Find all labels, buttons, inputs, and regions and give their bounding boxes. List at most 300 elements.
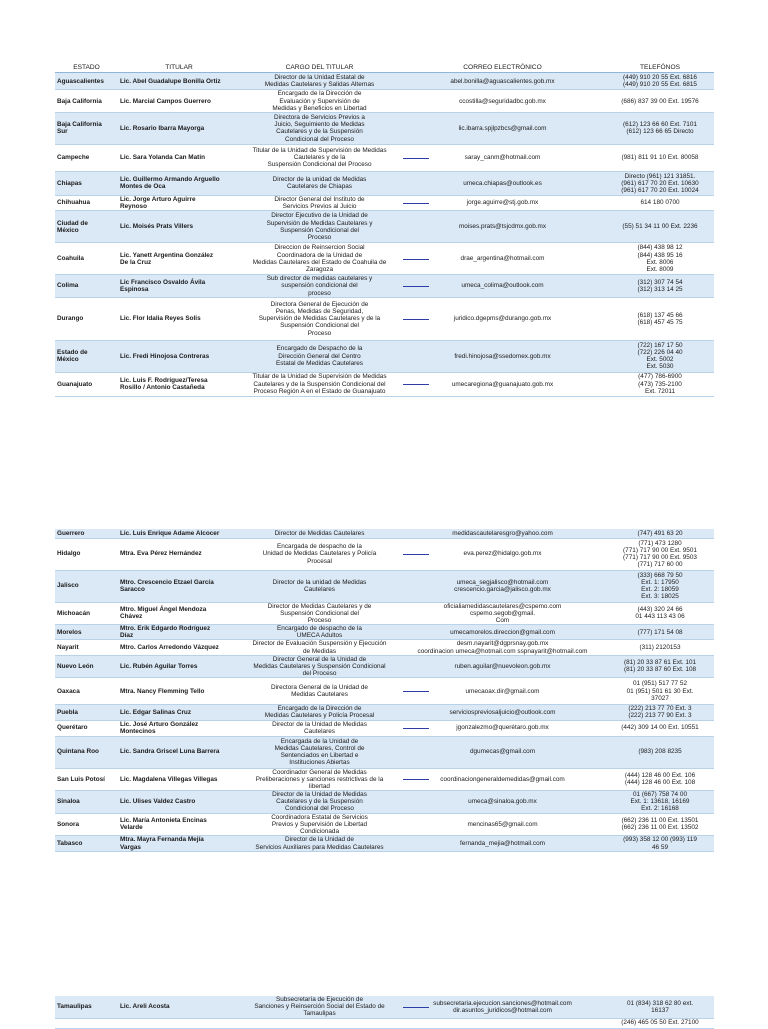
correo-cell[interactable]	[399, 90, 606, 113]
estado-cell	[55, 211, 118, 243]
telefonos-text: (442) 309 14 00 Ext. 10551	[621, 724, 699, 732]
correo-cell[interactable]	[399, 791, 606, 814]
table-header-row	[55, 63, 714, 73]
telefonos-cell	[606, 297, 714, 340]
correo-text: umecaregiona@guanajuato.gob.mx	[451, 380, 554, 388]
estado-text: Baja California Sur	[57, 121, 102, 136]
correo-cell[interactable]	[399, 625, 606, 640]
correo-text: moises.prats@tsjcdmx.gob.mx	[458, 223, 547, 231]
estado-text: Coahuila	[57, 255, 84, 263]
estado-text: Sonora	[57, 820, 80, 828]
estado-text: Tamaulipas	[57, 1003, 92, 1011]
correo-text: subsecretaria.ejecucion.sanciones@hotmail.com dir.asuntos_juridicos@hotmail.com	[433, 999, 572, 1014]
table-row	[55, 538, 714, 570]
correo-cell[interactable]	[399, 570, 606, 602]
cargo-cell	[240, 538, 399, 570]
correo-cell[interactable]	[399, 768, 606, 791]
estado-text: Campeche	[57, 154, 90, 162]
titular-text: Lic. Ulises Valdez Castro	[120, 798, 196, 806]
cargo-text: Director General de la Unidad de Medidas Cautelares y Suspensión Condicional del Proceso	[253, 655, 386, 678]
correo-cell[interactable]	[399, 813, 606, 836]
underline-mark	[403, 779, 429, 780]
cargo-cell	[240, 73, 399, 90]
telefonos-text: (777) 171 54 08	[637, 628, 683, 636]
titular-cell	[118, 996, 240, 1018]
titular-text: Mtra. Mayra Fernanda Mejía Vargas	[120, 836, 204, 851]
estado-text: Quintana Roo	[57, 748, 99, 756]
table-body	[55, 996, 714, 1028]
cargo-cell	[240, 705, 399, 720]
cargo-text: Encargado de la Dirección de Medidas Cautelares y Policía Procesal	[264, 705, 375, 720]
titular-text: Lic. Fredi Hinojosa Contreras	[120, 352, 210, 360]
estado-cell	[55, 372, 118, 396]
titular-text: Lic Francisco Osvaldo Ávila Espinosa	[120, 278, 206, 293]
titular-text: Mtra. Nancy Flemming Tello	[120, 687, 205, 695]
cargo-cell	[240, 602, 399, 625]
telefonos-cell	[606, 529, 714, 538]
estado-text: Sinaloa	[57, 798, 80, 806]
table-row	[55, 736, 714, 768]
table-row	[55, 297, 714, 340]
titular-cell	[118, 195, 240, 210]
table-row	[55, 655, 714, 678]
telefonos-text: (477) 786-6900 (473) 735-2100 Ext. 72011	[638, 373, 682, 395]
correo-cell[interactable]	[399, 144, 606, 171]
titular-cell	[118, 678, 240, 705]
underline-mark	[403, 691, 429, 692]
telefonos-text: (747) 491 63 20	[637, 529, 683, 537]
table-row	[55, 90, 714, 113]
telefonos-cell	[606, 171, 714, 195]
cargo-cell	[240, 529, 399, 538]
estado-text: Morelos	[57, 628, 82, 636]
telefonos-text: (686) 837 39 00 Ext. 19576	[621, 97, 699, 105]
table-row	[55, 602, 714, 625]
underline-mark	[403, 259, 429, 260]
titular-text: Mtro. Crescencio Etzael García Saracco	[120, 578, 214, 593]
estado-text: Aguascalientes	[57, 77, 104, 85]
table-row	[55, 678, 714, 705]
titular-cell	[118, 144, 240, 171]
estado-text: Michoacán	[57, 609, 91, 617]
cargo-text: Sub director de medidas cautelares y suspensión condicional del proceso	[266, 275, 373, 297]
telefonos-cell	[606, 655, 714, 678]
titular-cell	[118, 529, 240, 538]
underline-mark	[403, 1007, 429, 1008]
estado-text: Nuevo León	[57, 662, 94, 670]
estado-text: Baja California	[57, 97, 102, 105]
estado-cell	[55, 768, 118, 791]
titular-cell	[118, 275, 240, 298]
correo-text: umecaoax.dir@gmail.com	[465, 687, 540, 695]
correo-cell[interactable]	[399, 538, 606, 570]
cargo-text: Director de la unidad de Medidas Cautelares de Chiapas	[272, 176, 367, 191]
directory-table-2	[55, 529, 714, 852]
cargo-cell	[240, 678, 399, 705]
titular-text: Mtro. Erik Edgardo Rodríguez Díaz	[120, 625, 211, 640]
estado-cell	[55, 171, 118, 195]
estado-cell	[55, 144, 118, 171]
cargo-text: Director de la Unidad de Medidas Cautelares	[272, 720, 367, 736]
table-body	[55, 73, 714, 396]
titular-cell	[118, 813, 240, 836]
estado-cell	[55, 640, 118, 655]
header-titular: TITULAR	[118, 63, 240, 73]
table-row	[55, 171, 714, 195]
estado-text: Estado de México	[57, 349, 88, 364]
estado-cell	[55, 705, 118, 720]
titular-cell	[118, 372, 240, 396]
cargo-cell	[240, 144, 399, 171]
cargo-cell	[240, 570, 399, 602]
telefonos-text: (81) 20 33 87 61 Ext. 101 (81) 20 33 87 60 Ext. 108	[623, 659, 697, 674]
cargo-cell	[240, 625, 399, 640]
estado-cell	[55, 529, 118, 538]
estado-cell	[55, 625, 118, 640]
cargo-cell	[240, 640, 399, 655]
estado-text: Colima	[57, 282, 79, 290]
telefonos-cell	[606, 791, 714, 814]
telefonos-text: (993) 358 12 00 (993) 119 46 59	[623, 836, 697, 851]
table-row	[55, 768, 714, 791]
correo-text: fredi.hinojosa@ssedomex.gob.mx	[454, 352, 551, 360]
correo-text: fernanda_mejia@hotmail.com	[460, 840, 545, 848]
correo-cell[interactable]	[399, 736, 606, 768]
titular-cell	[118, 90, 240, 113]
titular-cell	[118, 340, 240, 372]
titular-text: Lic. Jorge Arturo Aguirre Reynoso	[120, 195, 196, 211]
titular-cell	[118, 171, 240, 195]
estado-text: Durango	[57, 315, 84, 323]
correo-cell[interactable]	[399, 372, 606, 396]
titular-cell	[118, 1018, 240, 1028]
table-row	[55, 243, 714, 275]
correo-text: saray_canm@hotmail.com	[464, 154, 541, 162]
estado-text: Guerrero	[57, 529, 85, 537]
cargo-text: Directora General de Ejecución de Penas, Medidas de Seguridad, Supervisión de Medidas Cautelares y de la Suspensión Condicional del Proceso	[258, 300, 381, 337]
cargo-cell	[240, 372, 399, 396]
cargo-text: Coordinadora Estatal de Servicios Previos y Supervisión de Libertad Condicionada	[271, 813, 368, 835]
table-row	[55, 705, 714, 720]
estado-cell	[55, 736, 118, 768]
telefonos-cell	[606, 243, 714, 275]
correo-cell[interactable]	[399, 340, 606, 372]
correo-text: desm.nayarit@dgprsnay.gob.mx coordinacion umeca@hotmail.com sspnayarit@hotmail.com	[417, 640, 588, 655]
table-row	[55, 73, 714, 90]
titular-text: Mtro. Carlos Arredondo Vázquez	[120, 643, 219, 651]
titular-text: Lic. Sandra Griscel Luna Barrera	[120, 748, 220, 756]
directory-table-1	[55, 63, 714, 397]
telefonos-cell	[606, 73, 714, 90]
titular-text: Lic. Areli Acosta	[120, 1003, 170, 1011]
correo-text: abel.bonilla@aguascalientes.gob.mx	[450, 77, 555, 85]
correo-text: jorge.aguirre@stj.gob.mx	[466, 199, 539, 207]
correo-text: juridico.dgepms@durango.gob.mx	[453, 315, 552, 323]
telefonos-text: (443) 320 24 66 01 443 113 43 06	[635, 606, 685, 621]
correo-cell[interactable]	[399, 996, 606, 1018]
correo-cell[interactable]	[399, 602, 606, 625]
correo-text: mencinas65@gmail.com	[467, 820, 538, 828]
correo-text: eva.perez@hidalgo.gob.mx	[463, 550, 542, 558]
estado-text: Jalisco	[57, 582, 79, 590]
correo-cell[interactable]	[399, 171, 606, 195]
cargo-text: Encargado de despacho de la UMECA Adultos	[277, 625, 362, 640]
correo-text: oficialiamedidascautelares@cspemo.com cspemo.segob@gmail. Com	[443, 602, 562, 624]
estado-cell	[55, 720, 118, 736]
correo-text: ccostilla@seguridadbc.gob.mx	[459, 97, 546, 105]
telefonos-cell	[606, 720, 714, 736]
telefonos-cell	[606, 678, 714, 705]
table-row	[55, 570, 714, 602]
estado-cell	[55, 275, 118, 298]
estado-cell	[55, 112, 118, 144]
correo-text: dgumecas@gmail.com	[469, 748, 536, 756]
cargo-text: Director de Medidas Cautelares y de Suspensión Condicional del Proceso	[267, 602, 372, 624]
correo-cell[interactable]	[399, 195, 606, 210]
telefonos-text: (983) 208 8235	[638, 748, 682, 756]
estado-cell	[55, 813, 118, 836]
titular-text: Lic. Edgar Salinas Cruz	[120, 708, 192, 716]
cargo-text: Encargado de la Dirección de Evaluación y Supervisión de Medidas y Beneficios en Libertad	[272, 90, 367, 112]
table-row	[55, 625, 714, 640]
underline-mark	[403, 554, 429, 555]
telefonos-text: Directo (961) 121 31851. (961) 617 70 20 Ext. 10630 (961) 617 70 20 Ext. 10024	[621, 172, 699, 194]
correo-cell[interactable]	[399, 655, 606, 678]
header-cargo: CARGO DEL TITULAR	[240, 63, 399, 73]
cargo-text: Director de la Unidad Estatal de Medidas Cautelares y Salidas Alternas	[264, 74, 375, 89]
titular-cell	[118, 112, 240, 144]
telefonos-cell	[606, 195, 714, 210]
estado-cell	[55, 570, 118, 602]
cargo-text: Director General del Instituto de Servicios Previos al Juicio	[274, 195, 365, 211]
titular-text: Mtra. Eva Pérez Hernández	[120, 550, 202, 558]
telefonos-cell	[606, 625, 714, 640]
cargo-text: Directora General de la Unidad de Medidas Cautelares	[271, 684, 368, 699]
titular-cell	[118, 791, 240, 814]
cargo-cell	[240, 112, 399, 144]
cargo-text: Director de Evaluación Suspensión y Ejecución de Medidas	[252, 640, 387, 655]
titular-text: Lic. María Antonieta Encinas Velarde	[120, 817, 207, 832]
titular-cell	[118, 768, 240, 791]
cargo-text: Encargada de despacho de la Unidad de Medidas Cautelares y Policía Procesal	[262, 543, 377, 565]
table-row	[55, 836, 714, 852]
cargo-cell	[240, 720, 399, 736]
table-row	[55, 372, 714, 396]
cargo-cell	[240, 171, 399, 195]
telefonos-text: (333) 668 79 50 Ext. 1: 17950 Ext. 2: 18059 Ext. 3: 18025	[637, 571, 683, 601]
cargo-cell	[240, 836, 399, 852]
correo-cell[interactable]	[399, 720, 606, 736]
titular-cell	[118, 211, 240, 243]
cargo-cell	[240, 655, 399, 678]
telefonos-text: (444) 128 46 00 Ext. 106 (444) 128 46 00 Ext. 108	[624, 772, 696, 787]
cargo-text: Director de la Unidad de Medidas Cautelares y de la Suspensión Condicional del Proceso	[272, 791, 367, 813]
underline-mark	[403, 203, 429, 204]
estado-text: Chiapas	[57, 179, 82, 187]
table-row	[55, 791, 714, 814]
cargo-cell	[240, 768, 399, 791]
cargo-cell	[240, 340, 399, 372]
telefonos-cell	[606, 996, 714, 1018]
table-row	[55, 211, 714, 243]
titular-cell	[118, 705, 240, 720]
titular-text: Lic. Magdalena Villegas Villegas	[120, 775, 218, 783]
estado-cell	[55, 1018, 118, 1028]
table-row	[55, 640, 714, 655]
telefonos-text: 01 (834) 318 62 80 ext. 16137	[626, 999, 694, 1014]
telefonos-text: (222) 213 77 70 Ext. 3 (222) 213 77 90 Ext. 3	[628, 705, 692, 720]
estado-text: Ciudad de México	[57, 219, 88, 234]
titular-text: Lic. Marcial Campos Guerrero	[120, 97, 211, 105]
correo-cell[interactable]	[399, 73, 606, 90]
correo-cell[interactable]	[399, 112, 606, 144]
telefonos-cell	[606, 836, 714, 852]
titular-text: Lic. Guillermo Armando Arguello Montes de Oca	[120, 176, 220, 191]
estado-text: Oaxaca	[57, 687, 80, 695]
telefonos-text: (722) 167 17 50 (722) 226 04 40 Ext. 5002 Ext. 5030	[637, 341, 683, 371]
telefonos-cell	[606, 813, 714, 836]
telefonos-cell	[606, 640, 714, 655]
correo-text: umeca.chiapas@outlook.es	[463, 179, 542, 187]
telefonos-text: 01 (951) 517 77 52 01 (951) 501 61 30 Ext. 37027	[626, 680, 694, 702]
correo-text: lic.ibarra.spjlpzbcs@gmail.com	[458, 124, 547, 132]
correo-text: umeca@sinaloa.gob.mx	[468, 798, 537, 806]
estado-cell	[55, 195, 118, 210]
titular-cell	[118, 736, 240, 768]
correo-cell[interactable]	[399, 678, 606, 705]
table-row	[55, 112, 714, 144]
cargo-cell	[240, 813, 399, 836]
cargo-text: Directora de Servicios Previos a Juicio, Seguimiento de Medidas Cautelares y de la Suspensión Condicional del Proceso	[274, 114, 365, 143]
telefonos-cell	[606, 90, 714, 113]
telefonos-cell	[606, 768, 714, 791]
correo-text: umeca_colima@outlook.com	[461, 282, 544, 290]
telefonos-cell	[606, 372, 714, 396]
cargo-text: Subsecretaría de Ejecución de Sanciones y Reinserción Social del Estado de Tamaulipas	[254, 996, 385, 1018]
telefonos-cell	[606, 602, 714, 625]
titular-text: Lic. Rubén Aguilar Torres	[120, 662, 198, 670]
titular-cell	[118, 538, 240, 570]
cargo-text: Encargado de Despacho de la Dirección General del Centro Estatal de Medidas Cautelares	[275, 345, 364, 367]
titular-cell	[118, 836, 240, 852]
estado-text: Guanajuato	[57, 380, 93, 388]
estado-cell	[55, 73, 118, 90]
underline-mark	[403, 728, 429, 729]
correo-cell[interactable]	[399, 275, 606, 298]
cargo-text: Coordinador General de Medidas Preliberaciones y sanciones restrictivas de la libertad	[255, 768, 384, 790]
table-row	[55, 720, 714, 736]
underline-mark	[403, 158, 429, 159]
titular-text: Lic. Moisés Prats Villers	[120, 223, 194, 231]
telefonos-text: 614 180 0700	[640, 199, 680, 207]
titular-text: Lic. Yanett Argentina González De la Cruz	[120, 251, 214, 266]
correo-text: umeca_segjalisco@hotmail.com crescencio.garcia@jalisco.gob.mx	[454, 578, 551, 593]
titular-cell	[118, 640, 240, 655]
telefonos-text: (844) 438 98 12 (844) 438 95 16 Ext. 8006 Ext. 8009	[637, 244, 683, 273]
cargo-text: Titular de la Unidad de Supervisión de Medidas Cautelares y de la Suspensión Condicional del Proceso	[252, 147, 387, 169]
telefonos-text: (618) 137 45 66 (618) 457 45 75	[637, 311, 683, 326]
estado-cell	[55, 602, 118, 625]
correo-cell[interactable]	[399, 297, 606, 340]
titular-cell	[118, 73, 240, 90]
cargo-cell	[240, 736, 399, 768]
titular-text: Lic. Flor Idalia Reyes Solis	[120, 315, 201, 323]
cargo-cell	[240, 275, 399, 298]
titular-cell	[118, 243, 240, 275]
correo-text: drae_argentina@hotmail.com	[460, 255, 545, 263]
correo-cell	[399, 1018, 606, 1028]
cargo-text: Encargada de la Unidad de Medidas Cautelares, Control de Sentenciados en Libertad e Instituciones Abiertas	[274, 737, 365, 767]
header-telefonos: TELEFÓNOS	[606, 63, 714, 73]
estado-cell	[55, 340, 118, 372]
correo-cell[interactable]	[399, 705, 606, 720]
telefonos-text: (55) 51 34 11 00 Ext. 2236	[622, 223, 698, 231]
cargo-text: Director de la Unidad de Servicios Auxiliares para Medidas Cautelares	[255, 836, 384, 851]
titular-text: Lic. José Arturo González Montecinos	[120, 720, 199, 736]
cargo-cell	[240, 791, 399, 814]
correo-text: umecamorelos.direccion@gmail.com	[450, 628, 555, 636]
telefonos-cell	[606, 275, 714, 298]
correo-cell[interactable]	[399, 211, 606, 243]
estado-text: San Luis Potosí	[57, 775, 105, 783]
cargo-cell	[240, 211, 399, 243]
correo-text: serviciospreviosaljuicio@outlook.com	[449, 708, 556, 716]
estado-text: Hidalgo	[57, 550, 81, 558]
telefonos-cell	[606, 1018, 714, 1028]
telefonos-cell	[606, 144, 714, 171]
cargo-cell	[240, 1018, 399, 1028]
table-row	[55, 1018, 714, 1028]
telefonos-cell	[606, 211, 714, 243]
cargo-text: Titular de la Unidad de Supervisión de Medidas Cautelares y de la Suspensión Condicional del Proceso Región A en el Estado de Guanajuato	[252, 373, 387, 395]
cargo-cell	[240, 243, 399, 275]
telefonos-text: 01 (667) 758 74 00 Ext. 1: 13618, 16169 Ext. 2: 16168	[630, 791, 690, 813]
correo-text: jgonzalezmo@querétaro.gob.mx	[456, 724, 549, 732]
titular-text: Lic. Abel Guadalupe Bonilla Ortiz	[120, 77, 221, 85]
correo-cell[interactable]	[399, 243, 606, 275]
correo-cell[interactable]	[399, 529, 606, 538]
titular-text: Lic. Sara Yolanda Can Matin	[120, 154, 205, 162]
estado-cell	[55, 538, 118, 570]
cargo-cell	[240, 297, 399, 340]
correo-text: coordinaciongeneraldemedidas@gmail.com	[440, 775, 565, 783]
estado-text: Puebla	[57, 708, 78, 716]
table-row	[55, 275, 714, 298]
table-row	[55, 813, 714, 836]
titular-cell	[118, 602, 240, 625]
titular-cell	[118, 297, 240, 340]
cargo-cell	[240, 90, 399, 113]
telefonos-text: (612) 123 66 60 Ext. 7101 (612) 123 66 65 Directo	[623, 121, 697, 136]
telefonos-text: (311) 2120153	[639, 643, 681, 651]
estado-cell	[55, 90, 118, 113]
table-row	[55, 195, 714, 210]
titular-cell	[118, 655, 240, 678]
telefonos-text: (771) 473 1280 (771) 717 90 00 Ext. 9501 (771) 717 90 00 Ext. 9503 (771) 717 60 00	[623, 539, 697, 569]
estado-text: Chihuahua	[57, 199, 91, 207]
estado-cell	[55, 836, 118, 852]
cargo-text: Director de la unidad de Medidas Cautelares	[272, 578, 367, 593]
correo-cell[interactable]	[399, 836, 606, 852]
cargo-cell	[240, 996, 399, 1018]
correo-cell[interactable]	[399, 640, 606, 655]
titular-text: Lic. Luis F. Rodríguez/Teresa Rosillo / Antonio Castañeda	[120, 377, 208, 392]
telefonos-cell	[606, 705, 714, 720]
cargo-text: Director Ejecutivo de la Unidad de Supervisión de Medidas Cautelares y Suspensión Condicional del Proceso	[266, 212, 373, 241]
telefonos-text: (246) 465 05 50 Ext. 27100	[621, 1019, 699, 1027]
correo-text: ruben.aguilar@nuevoleon.gob.mx	[454, 662, 551, 670]
estado-text: Querétaro	[57, 724, 88, 732]
